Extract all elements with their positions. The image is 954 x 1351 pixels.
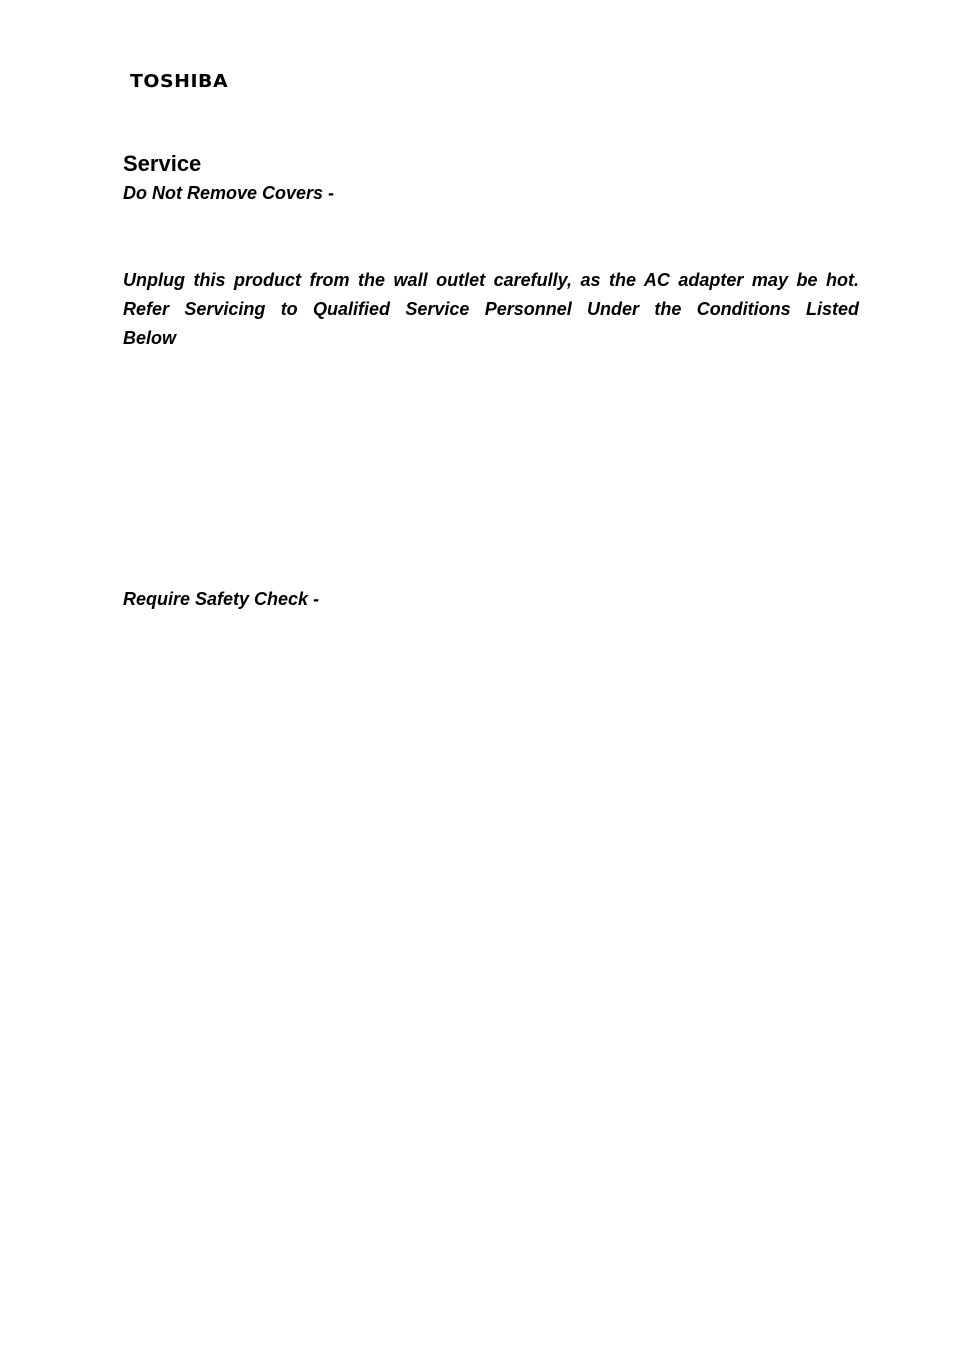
subheading-do-not-remove-covers: Do Not Remove Covers - [123, 183, 335, 203]
page-heading: Service [123, 151, 202, 176]
section-label-require-safety-check: Require Safety Check - [123, 589, 320, 609]
paragraph-line-1: Unplug this product from the wall outlet carefully, as the AC adapter may be hot. [123, 270, 859, 290]
service-paragraph [123, 266, 859, 353]
paragraph-line-3: Below [123, 328, 177, 348]
toshiba-logo: TOSHIBA [130, 71, 229, 92]
paragraph-line-2: Refer Servicing to Qualified Service Personnel Under the Conditions Listed [123, 299, 859, 319]
